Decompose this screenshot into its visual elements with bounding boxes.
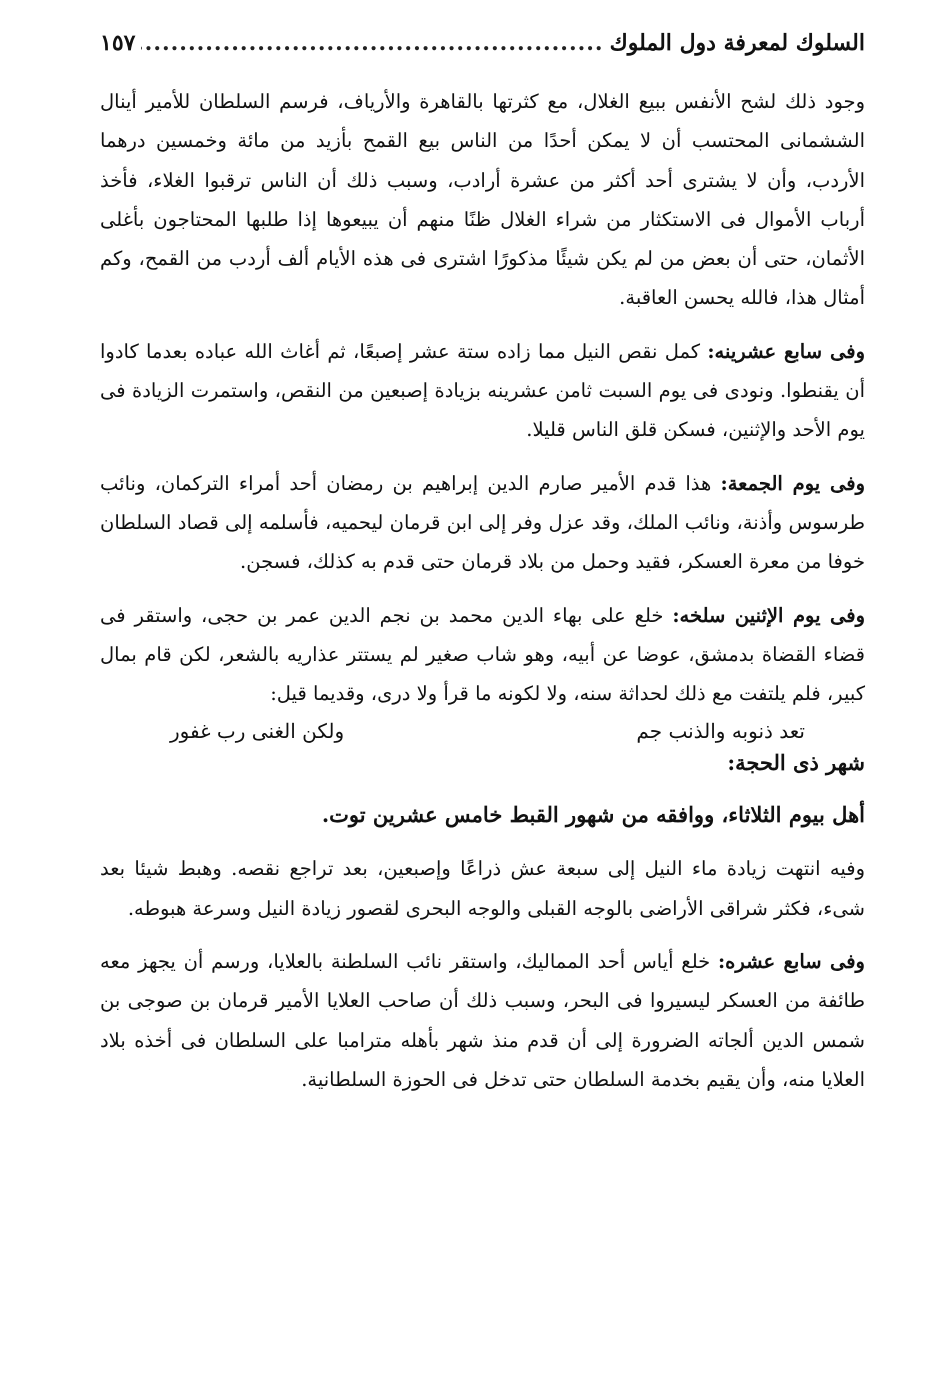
paragraph-grain-prices — [100, 82, 865, 318]
paragraph-text: وجود ذلك لشح الأنفس ببيع الغلال، مع كثرتها بالقاهرة والأرياف، فرسم السلطان للأمير أينال الششمانى المحتسب أن لا يمكن أحدًا من الناس بيع القمح بأزيد من مائة وخمسين درهما الأردب، وأن لا يشترى أحد أكثر من عشرة أرادب، وسبب ذلك أن الناس ترقبوا الغلاء، فأخذ أرباب الأموال فى الاستكثار من شراء الغلال ظنًا منهم أن يبيعوها إذا طلبها المحتاجون بأغلى الأثمان، حتى أن بعض من لم يكن شيئًا مذكورًا اشترى فى هذه الأيام ألف أردب من القمح، وكم أمثال هذا، فالله يحسن العاقبة. — [100, 90, 865, 310]
paragraph-monday — [100, 596, 865, 714]
paragraph-text: هذا قدم الأمير صارم الدين إبراهيم بن رمضان أحد أمراء التركمان، ونائب طرسوس وأذنة، ونائب الملك، وقد عزل وفر إلى ابن قرمان ليحميه، فأسلمه إلى قصاد السلطان خوفا من معرة العسكر، فقيد وحمل من بلاد قرمان حتى قدم به كذلك، فسجن. — [100, 471, 865, 574]
paragraph-lead: وفى يوم الإثنين سلخه: — [672, 603, 866, 627]
paragraph-lead: وفى سابع عشرينه: — [707, 339, 865, 363]
month-heading: شهر ذى الحجة: — [727, 750, 865, 776]
month-start-line: أهل بيوم الثلاثاء، ووافقه من شهور القبط خامس عشرين توت. — [321, 802, 865, 828]
paragraph-text: وفيه انتهت زيادة ماء النيل إلى سبعة عش ذراعًا وإصبعين، بعد تراجع نقصه. وهبط شيئا بعد شىء، فكثر شراقى الأراضى بالوجه القبلى والوجه البحرى لقصور زيادة النيل وسرعة هبوطه. — [100, 857, 865, 920]
paragraph-friday — [100, 464, 865, 582]
paragraph-nile-27th — [100, 332, 865, 450]
paragraph-text: خلع على بهاء الدين محمد بن نجم الدين عمر بن حجى، واستقر فى قضاء القضاة بدمشق، عوضا عن أبيه، وهو شاب صغير لم يستتر عذاريه بالشعر، لكن قام بمال كبير، فلم يلتفت مع ذلك لحداثة سنه، ولا لكونه ما قرأ ولا درى، وقديما قيل: — [100, 603, 865, 706]
paragraph-text: خلع أياس أحد المماليك، واستقر نائب السلطنة بالعلايا، ورسم أن يجهز معه طائفة من العسكر ليسيروا فى البحر، وسبب ذلك أن صاحب العلايا الأمير قرمان بن صوجى بن شمس الدين ألجاته الضرورة إلى أن قدم منذ شهر بأهله مترامبا على السلطان فى أخذه بلاد العلايا منه، وأن يقيم بخدمة السلطان حتى تدخل فى الحوزة السلطانية. — [100, 950, 865, 1091]
book-page — [100, 30, 865, 1113]
paragraph-text: كمل نقص النيل مما زاده ستة عشر إصبعًا، ثم أغاث الله عباده بعدما كادوا أن يقنطوا. ونودى فى يوم السبت ثامن عشرينه بزيادة إصبعين من النقص، واستمرت الزيادة فى يوم الأحد والإثنين، فسكن قلق الناس قليلا. — [100, 339, 865, 442]
running-header — [100, 30, 865, 82]
paragraph-lead: وفى سابع عشره: — [717, 950, 865, 974]
paragraph-lead: وفى يوم الجمعة: — [720, 471, 865, 495]
page-number: ١٥٧ — [100, 30, 136, 56]
paragraph-alaya — [100, 942, 865, 1099]
paragraph-nile-peak — [100, 849, 865, 928]
poem-hemistich-first: تعد ذنوبه والذنب جم — [636, 719, 805, 744]
book-title: السلوك لمعرفة دول الملوك — [609, 30, 865, 56]
poem-hemistich-second: ولكن الغنى رب غفور — [170, 719, 345, 744]
header-leader-dots — [141, 30, 603, 56]
